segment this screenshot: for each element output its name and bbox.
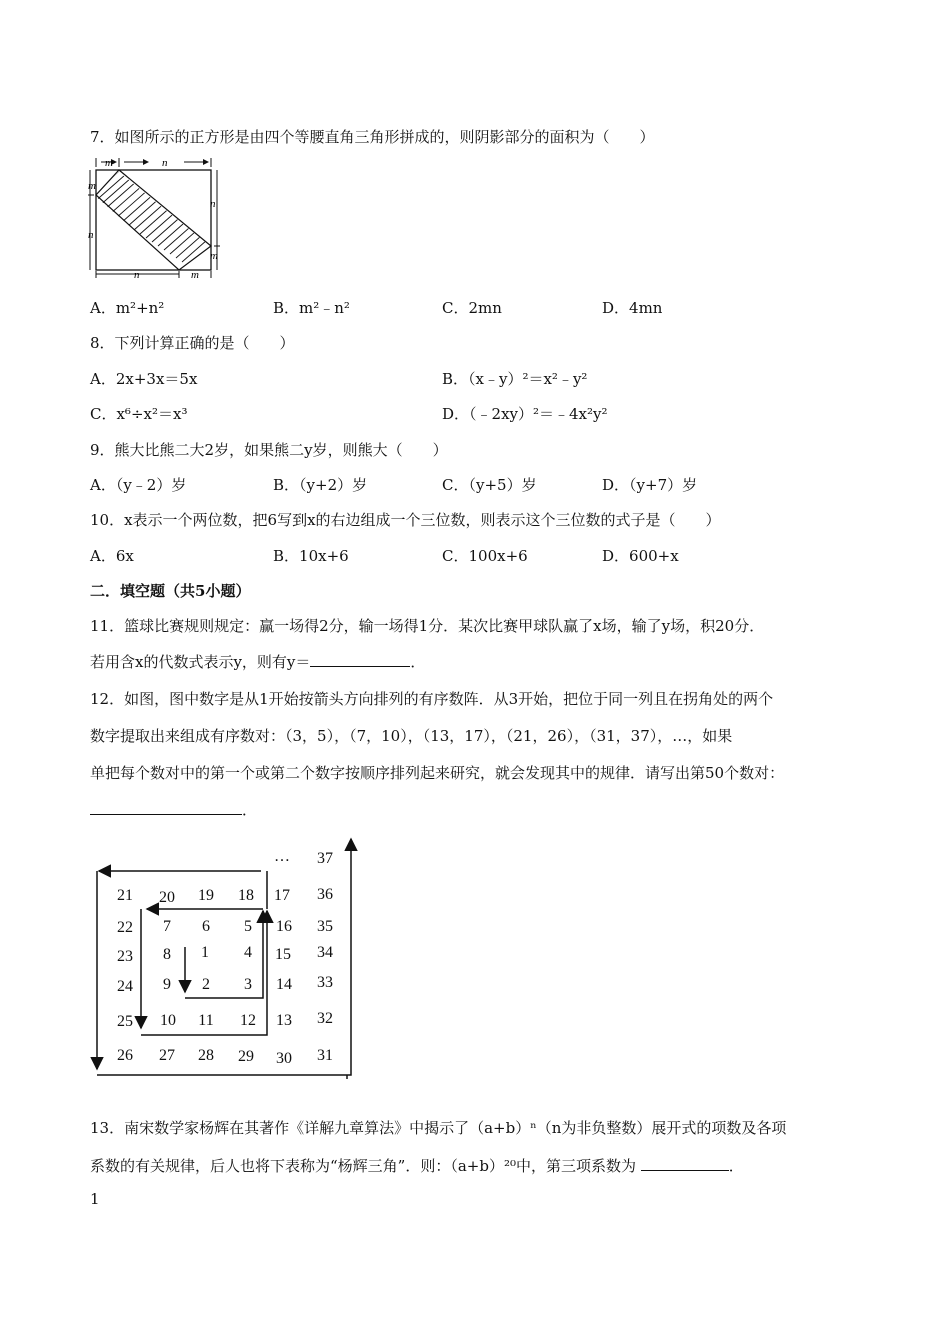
num-24: 24	[117, 978, 133, 995]
num-6: 6	[202, 918, 210, 935]
q10-option-a: A．6x	[90, 547, 134, 565]
num-8: 8	[163, 946, 171, 963]
q12-line1: 12．如图，图中数字是从1开始按箭头方向排列的有序数阵．从3开始，把位于同一列且在拐角处的两个	[90, 690, 774, 708]
q10-stem: 10．x表示一个两位数，把6写到x的右边组成一个三位数，则表示这个三位数的式子是（ ）	[90, 511, 721, 529]
q12-line4	[90, 800, 257, 820]
num-15: 15	[275, 946, 291, 963]
q13-line2	[90, 1156, 744, 1176]
q9-stem: 9．熊大比熊二大2岁，如果熊二y岁，则熊大（ ）	[90, 441, 448, 459]
num-32: 32	[317, 1010, 333, 1027]
q13-line1: 13．南宋数学家杨辉在其著作《详解九章算法》中揭示了（a+b）ⁿ（n为非负整数）展开式的项数及各项	[90, 1119, 787, 1137]
num-ellipsis: …	[274, 848, 290, 865]
num-28: 28	[198, 1047, 214, 1064]
label-n-bottom: n	[134, 269, 140, 280]
num-5: 5	[244, 918, 252, 935]
page-number: 1	[90, 1190, 100, 1208]
q11-line1: 11．篮球比赛规则规定：赢一场得2分，输一场得1分．某次比赛甲球队赢了x场，输了y场，积20分．	[90, 617, 765, 635]
num-18: 18	[238, 887, 254, 904]
num-11: 11	[198, 1012, 214, 1029]
num-21: 21	[117, 887, 133, 904]
q13-line2-text: 系数的有关规律，后人也将下表称为“杨辉三角”．则：（a+b）²⁰中，第三项系数为	[90, 1157, 636, 1175]
label-m-left: m	[88, 180, 96, 192]
q13-answer-blank	[641, 1156, 729, 1171]
q7-option-c: C．2mn	[442, 299, 502, 317]
num-9: 9	[163, 976, 171, 993]
num-26: 26	[117, 1047, 133, 1064]
q9-option-c: C．（y+5）岁	[442, 476, 537, 494]
num-36: 36	[317, 886, 333, 903]
section-title: 二．填空题（共5小题）	[90, 582, 251, 600]
num-20: 20	[159, 889, 175, 906]
num-19: 19	[198, 887, 214, 904]
q9-option-a: A．（y﹣2）岁	[90, 476, 187, 494]
num-3: 3	[244, 976, 252, 993]
label-m-right: m	[210, 250, 218, 262]
q12-end: ．	[242, 801, 258, 819]
q7-option-d: D．4mn	[602, 299, 663, 317]
num-7: 7	[163, 918, 171, 935]
q9-option-b: B．（y+2）岁	[273, 476, 368, 494]
q11-end: ．	[410, 653, 426, 671]
q10-option-b: B．10x+6	[273, 547, 349, 565]
q11-line2-text: 若用含x的代数式表示y，则有y＝	[90, 653, 311, 671]
label-n-right: n	[210, 198, 216, 210]
num-14: 14	[276, 976, 292, 993]
q10-option-d: D．600+x	[602, 547, 679, 565]
num-27: 27	[159, 1047, 175, 1064]
q8-option-a: A．2x+3x＝5x	[90, 370, 198, 388]
num-30: 30	[276, 1050, 292, 1067]
q8-stem: 8．下列计算正确的是（ ）	[90, 334, 295, 352]
q7-option-b: B．m²﹣n²	[273, 299, 350, 317]
q12-answer-blank	[90, 800, 242, 815]
num-31: 31	[317, 1047, 333, 1064]
q8-option-b: B．（x﹣y）²＝x²﹣y²	[442, 370, 588, 388]
num-16: 16	[276, 918, 292, 935]
num-37: 37	[317, 850, 333, 867]
num-23: 23	[117, 948, 133, 965]
q8-option-c: C．x⁶÷x²＝x³	[90, 405, 188, 423]
label-n-left: n	[88, 229, 94, 241]
q9-option-d: D．（y+7）岁	[602, 476, 698, 494]
num-33: 33	[317, 974, 333, 991]
q12-line2: 数字提取出来组成有序数对：（3，5），（7，10），（13，17），（21，26），（31，37），…，如果	[90, 727, 733, 745]
spiral-number-figure	[85, 835, 365, 1090]
num-34: 34	[317, 944, 333, 961]
q13-end: ．	[728, 1157, 744, 1175]
q7-option-a: A．m²+n²	[90, 299, 165, 317]
q11-answer-blank	[310, 652, 410, 667]
q7-stem: 7．如图所示的正方形是由四个等腰直角三角形拼成的，则阴影部分的面积为（ ）	[90, 128, 655, 146]
label-m-bottom: m	[191, 269, 199, 280]
num-1: 1	[201, 944, 209, 961]
num-25: 25	[117, 1013, 133, 1030]
q8-option-d: D．（﹣2xy）²＝﹣4x²y²	[442, 405, 608, 423]
q11-line2	[90, 652, 425, 672]
num-17: 17	[274, 887, 290, 904]
label-n-top: n	[162, 157, 168, 169]
q10-option-c: C．100x+6	[442, 547, 528, 565]
num-35: 35	[317, 918, 333, 935]
num-22: 22	[117, 919, 133, 936]
num-2: 2	[202, 976, 210, 993]
num-29: 29	[238, 1048, 254, 1065]
q7-square-figure	[88, 155, 223, 280]
q12-line3: 单把每个数对中的第一个或第二个数字按顺序排列起来研究，就会发现其中的规律．请写出第50个数对：	[90, 764, 785, 782]
label-m-top: m	[105, 157, 113, 169]
num-10: 10	[160, 1012, 176, 1029]
num-4: 4	[244, 944, 252, 961]
num-13: 13	[276, 1012, 292, 1029]
num-12: 12	[240, 1012, 256, 1029]
